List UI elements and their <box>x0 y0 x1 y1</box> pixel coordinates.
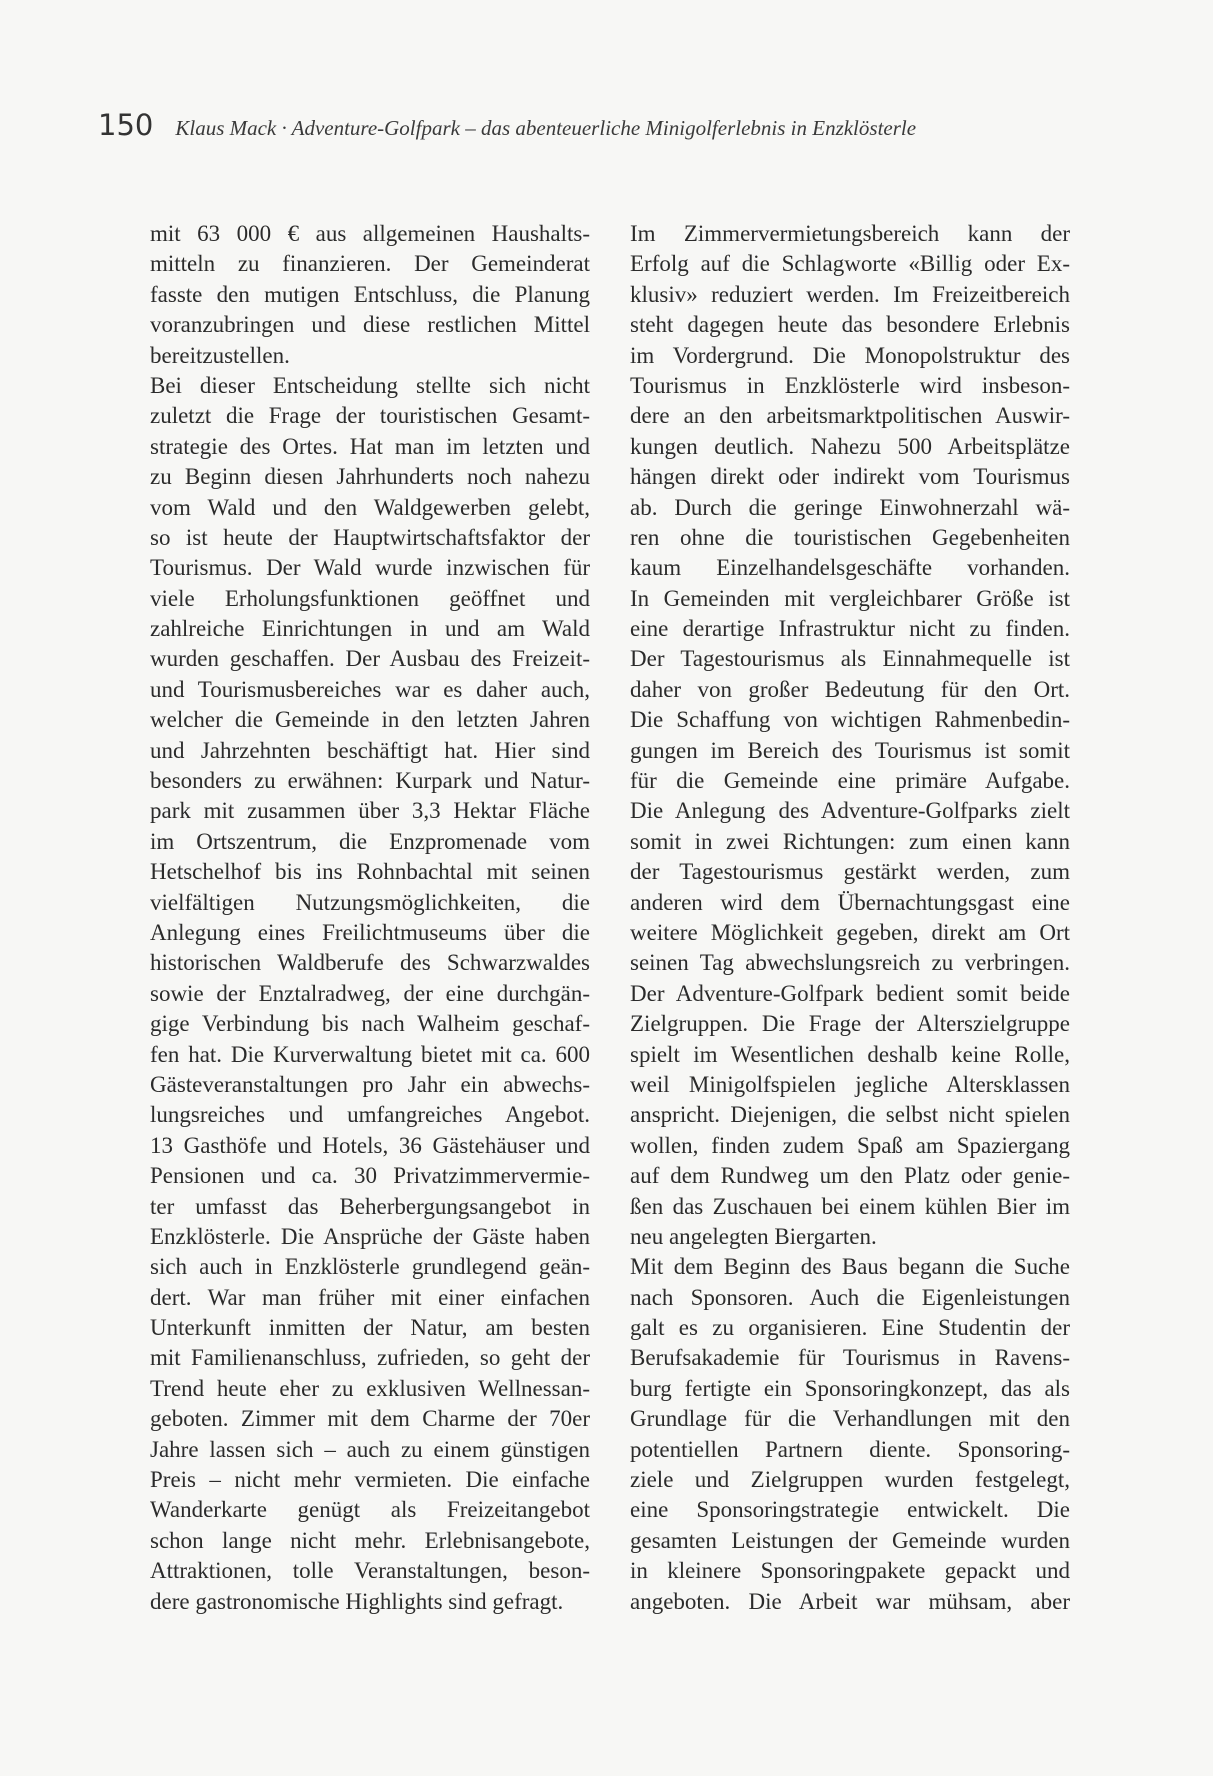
text-line: der Tagestourismus gestärkt werden, zum <box>630 859 1070 885</box>
text-line: Die Schaffung von wichtigen Rahmenbedin- <box>630 707 1070 733</box>
text-line: gesamten Leistungen der Gemeinde wurden <box>630 1527 1070 1553</box>
text-line: viele Erholungsfunktionen geöffnet und <box>150 585 590 611</box>
text-line: Anlegung eines Freilichtmuseums über die <box>150 919 590 945</box>
text-line: im Ortszentrum, die Enzpromenade vom <box>150 828 590 854</box>
text-line: zu Beginn diesen Jahrhunderts noch nahezu <box>150 464 590 490</box>
text-line: Wanderkarte genügt als Freizeitangebot <box>150 1497 590 1523</box>
text-line: ren ohne die touristischen Gegebenheiten <box>630 524 1070 550</box>
text-line: gige Verbindung bis nach Walheim geschaf- <box>150 1011 590 1037</box>
text-line: Attraktionen, tolle Veranstaltungen, beson- <box>150 1558 590 1584</box>
text-line: Unterkunft inmitten der Natur, am besten <box>150 1315 590 1341</box>
text-column-left <box>150 219 590 1617</box>
text-line: ßen das Zuschauen bei einem kühlen Bier im <box>630 1193 1070 1219</box>
text-line: auf dem Rundweg um den Platz oder genie- <box>630 1163 1070 1189</box>
text-line: ziele und Zielgruppen wurden festgelegt, <box>630 1467 1070 1493</box>
text-line: Preis – nicht mehr vermieten. Die einfache <box>150 1467 590 1493</box>
text-line: Trend heute eher zu exklusiven Wellnessan- <box>150 1375 590 1401</box>
text-line: geboten. Zimmer mit dem Charme der 70er <box>150 1406 590 1432</box>
text-line: in kleinere Sponsoringpakete gepackt und <box>630 1558 1070 1584</box>
text-line: In Gemeinden mit vergleichbarer Größe ist <box>630 585 1070 611</box>
text-line: anspricht. Diejenigen, die selbst nicht spielen <box>630 1102 1070 1128</box>
text-line: spielt im Wesentlichen deshalb keine Rolle, <box>630 1041 1070 1067</box>
text-line: Berufsakademie für Tourismus in Ravens- <box>630 1345 1070 1371</box>
text-line: seinen Tag abwechslungsreich zu verbringen. <box>630 950 1070 976</box>
text-line: somit in zwei Richtungen: zum einen kann <box>630 828 1070 854</box>
text-line: Tourismus. Der Wald wurde inzwischen für <box>150 555 590 581</box>
text-line: historischen Waldberufe des Schwarzwaldes <box>150 950 590 976</box>
text-line: mit Familienanschluss, zufrieden, so geht der <box>150 1345 590 1371</box>
text-line: für die Gemeinde eine primäre Aufgabe. <box>630 768 1070 794</box>
text-line: voranzubringen und diese restlichen Mittel <box>150 312 590 338</box>
text-line: welcher die Gemeinde in den letzten Jahren <box>150 707 590 733</box>
text-line: wollen, finden zudem Spaß am Spaziergang <box>630 1132 1070 1158</box>
text-line: klusiv» reduziert werden. Im Freizeitbereich <box>630 281 1070 307</box>
text-line: Erfolg auf die Schlagworte «Billig oder Ex- <box>630 251 1070 277</box>
text-line: eine derartige Infrastruktur nicht zu finden. <box>630 616 1070 642</box>
text-line: dere an den arbeitsmarktpolitischen Auswir- <box>630 403 1070 429</box>
text-line: Enzklösterle. Die Ansprüche der Gäste haben <box>150 1223 590 1249</box>
text-line: wurden geschaffen. Der Ausbau des Freizeit- <box>150 646 590 672</box>
text-line: neu angelegten Biergarten. <box>630 1223 877 1249</box>
text-line: Zielgruppen. Die Frage der Alterszielgruppe <box>630 1011 1070 1037</box>
text-line: steht dagegen heute das besondere Erlebnis <box>630 312 1070 338</box>
text-line: ab. Durch die geringe Einwohnerzahl wä- <box>630 494 1070 520</box>
text-line: schon lange nicht mehr. Erlebnisangebote, <box>150 1527 590 1553</box>
text-line: hängen direkt oder indirekt vom Tourismus <box>630 464 1070 490</box>
text-line: lungsreiches und umfangreiches Angebot. <box>150 1102 590 1128</box>
text-line: strategie des Ortes. Hat man im letzten und <box>150 433 590 459</box>
text-line: weitere Möglichkeit gegeben, direkt am Ort <box>630 919 1070 945</box>
text-line: mitteln zu finanzieren. Der Gemeinderat <box>150 251 590 277</box>
text-line: Jahre lassen sich – auch zu einem günstigen <box>150 1436 590 1462</box>
text-line: eine Sponsoringstrategie entwickelt. Die <box>630 1497 1070 1523</box>
text-line: fasste den mutigen Entschluss, die Planung <box>150 281 590 307</box>
text-line: sowie der Enztalradweg, der eine durchgän- <box>150 980 590 1006</box>
text-line: zuletzt die Frage der touristischen Gesamt- <box>150 403 590 429</box>
text-line: ter umfasst das Beherbergungsangebot in <box>150 1193 590 1219</box>
text-line: kungen deutlich. Nahezu 500 Arbeitsplätze <box>630 433 1070 459</box>
text-line: Pensionen und ca. 30 Privatzimmervermie- <box>150 1163 590 1189</box>
text-line: 13 Gasthöfe und Hotels, 36 Gästehäuser und <box>150 1132 590 1158</box>
text-line: galt es zu organisieren. Eine Studentin der <box>630 1315 1070 1341</box>
text-column-right <box>630 219 1070 1617</box>
text-line: Mit dem Beginn des Baus begann die Suche <box>630 1254 1070 1280</box>
text-line: Hetschelhof bis ins Rohnbachtal mit seinen <box>150 859 590 885</box>
text-line: sich auch in Enzklösterle grundlegend geän- <box>150 1254 590 1280</box>
text-line: Tourismus in Enzklösterle wird insbeson- <box>630 372 1070 398</box>
text-line: zahlreiche Einrichtungen in und am Wald <box>150 616 590 642</box>
text-line: besonders zu erwähnen: Kurpark und Natur- <box>150 768 590 794</box>
text-line: vom Wald und den Waldgewerben gelebt, <box>150 494 590 520</box>
text-line: weil Minigolfspielen jegliche Altersklassen <box>630 1071 1070 1097</box>
text-line: Grundlage für die Verhandlungen mit den <box>630 1406 1070 1432</box>
text-line: kaum Einzelhandelsgeschäfte vorhanden. <box>630 555 1070 581</box>
text-line: daher von großer Bedeutung für den Ort. <box>630 676 1070 702</box>
running-title: Klaus Mack · Adventure-Golfpark – das abenteuerliche Minigolferlebnis in Enzklösterle <box>175 116 917 140</box>
text-line: und Tourismusbereiches war es daher auch, <box>150 676 590 702</box>
text-line: potentiellen Partnern diente. Sponsoring- <box>630 1436 1070 1462</box>
text-line: bereitzustellen. <box>150 342 290 368</box>
text-line: dert. War man früher mit einer einfachen <box>150 1284 590 1310</box>
text-line: Im Zimmervermietungsbereich kann der <box>630 221 1070 246</box>
text-line: Die Anlegung des Adventure-Golfparks zielt <box>630 798 1070 824</box>
text-line: so ist heute der Hauptwirtschaftsfaktor der <box>150 524 590 550</box>
text-line: burg fertigte ein Sponsoringkonzept, das als <box>630 1375 1070 1401</box>
text-line: Bei dieser Entscheidung stellte sich nicht <box>150 372 590 398</box>
text-line: park mit zusammen über 3,3 Hektar Fläche <box>150 798 590 824</box>
text-line: dere gastronomische Highlights sind gefragt. <box>150 1588 564 1614</box>
text-line: fen hat. Die Kurverwaltung bietet mit ca. 600 <box>150 1041 590 1067</box>
text-line: gungen im Bereich des Tourismus ist somit <box>630 737 1070 763</box>
page-header <box>98 108 1058 152</box>
text-line: und Jahrzehnten beschäftigt hat. Hier sind <box>150 737 590 763</box>
text-line: Der Adventure-Golfpark bedient somit beide <box>630 980 1070 1006</box>
text-line: mit 63 000 € aus allgemeinen Haushalts- <box>150 221 590 246</box>
text-line: im Vordergrund. Die Monopolstruktur des <box>630 342 1070 368</box>
text-line: anderen wird dem Übernachtungsgast eine <box>630 889 1070 915</box>
text-line: nach Sponsoren. Auch die Eigenleistungen <box>630 1284 1070 1310</box>
text-line: angeboten. Die Arbeit war mühsam, aber <box>630 1588 1070 1614</box>
text-line: Gästeveranstaltungen pro Jahr ein abwechs- <box>150 1071 590 1097</box>
text-line: vielfältigen Nutzungsmöglichkeiten, die <box>150 889 590 915</box>
page-number: 150 <box>98 108 154 142</box>
text-line: Der Tagestourismus als Einnahmequelle ist <box>630 646 1070 672</box>
